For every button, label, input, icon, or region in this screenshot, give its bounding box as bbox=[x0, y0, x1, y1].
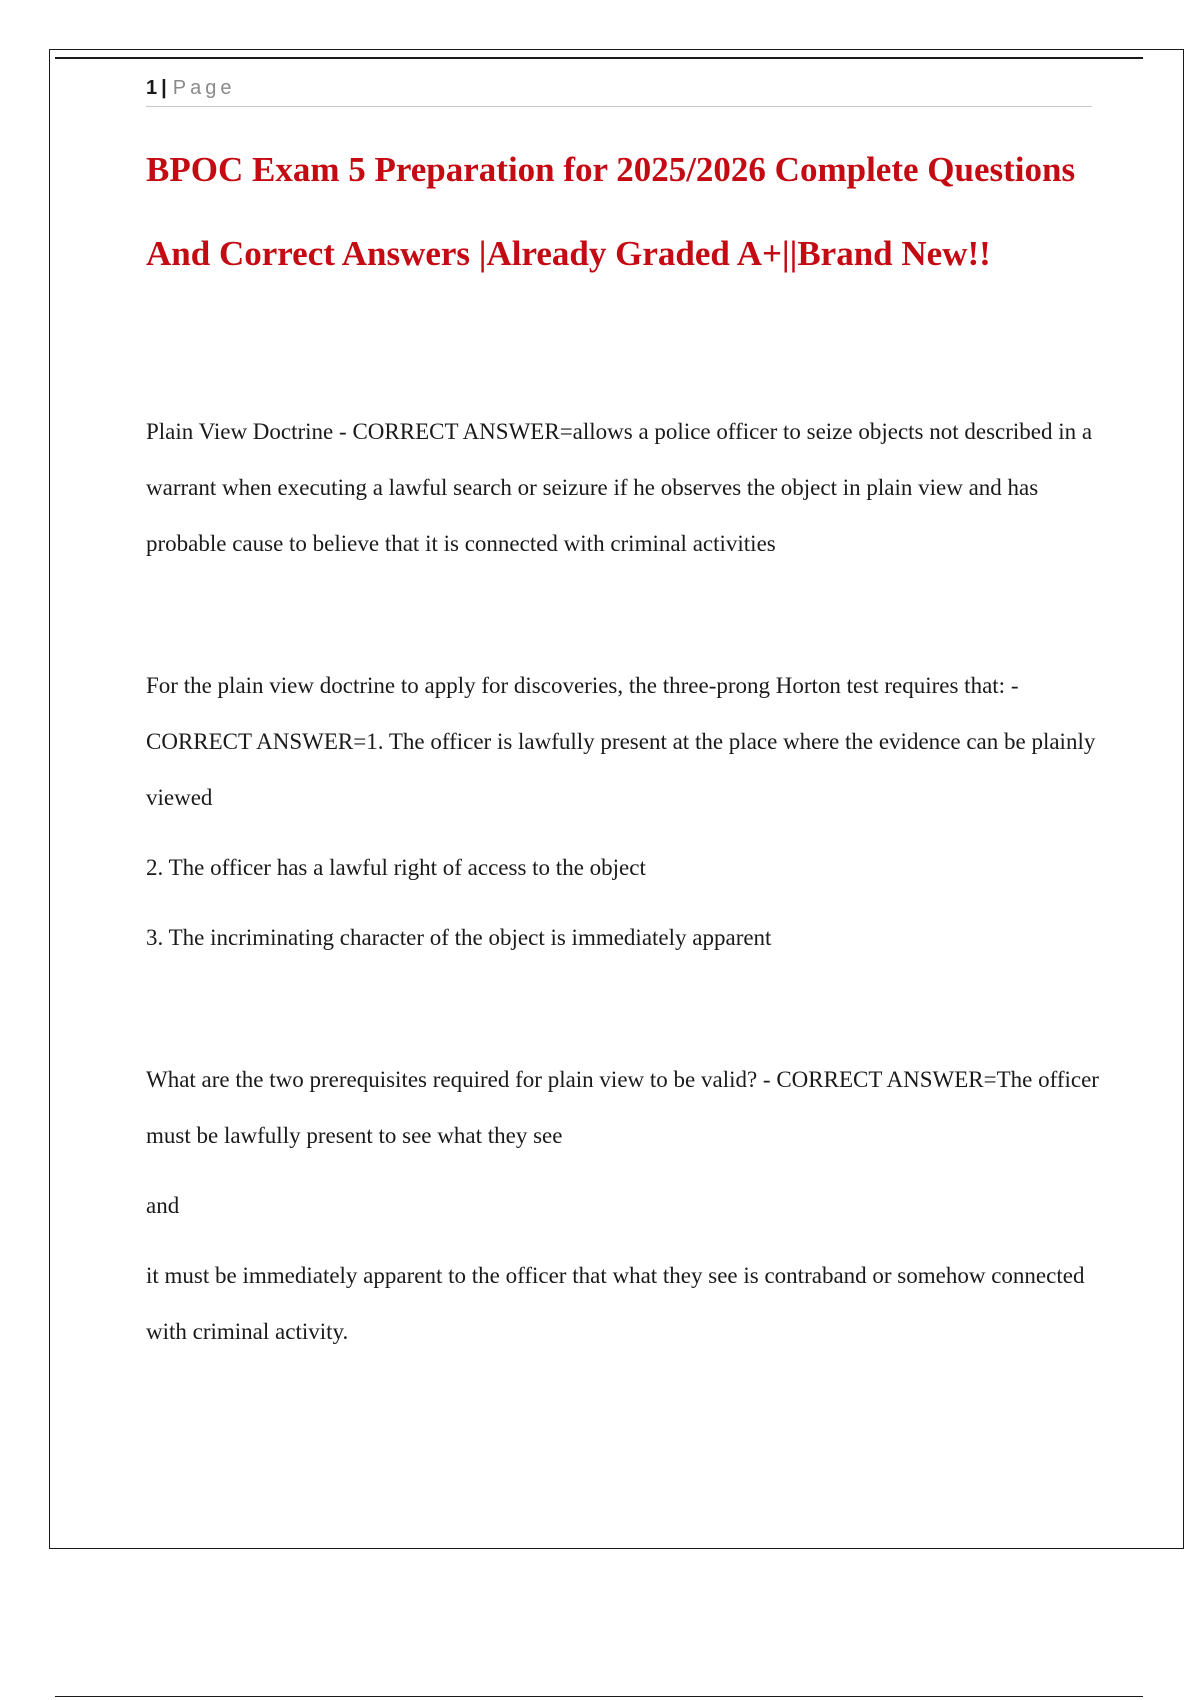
answer-separator: = bbox=[353, 729, 367, 754]
answer-text: The officer must be lawfully present to see what they see bbox=[146, 1067, 1099, 1148]
document-body bbox=[146, 404, 1106, 1360]
answer-text: 1. The officer is lawfully present at the place where the evidence can be plainly viewed bbox=[146, 729, 1096, 810]
answer-line: 3. The incriminating character of the object is immediately apparent bbox=[146, 925, 772, 950]
qa-item bbox=[146, 658, 1106, 966]
answer-text: allows a police officer to seize objects not described in a warrant when executing a lawful search or seizure if he observes the object in plain view and has probable cause to believe that it is connected with criminal activities bbox=[146, 419, 1093, 556]
qa-paragraph bbox=[146, 404, 1106, 572]
top-rule bbox=[55, 57, 1143, 59]
question-text: What are the two prerequisites required for plain view to be valid? - bbox=[146, 1067, 777, 1092]
question-text: Plain View Doctrine - bbox=[146, 419, 353, 444]
qa-paragraph bbox=[146, 658, 1106, 826]
page-number: 1 bbox=[146, 77, 158, 99]
answer-separator: = bbox=[559, 419, 573, 444]
document-title: BPOC Exam 5 Preparation for 2025/2026 Complete Questions And Correct Answers |Already Graded A+||Brand New!! bbox=[146, 150, 1076, 273]
answer-label: CORRECT ANSWER bbox=[352, 419, 560, 444]
next-page-rule bbox=[55, 1696, 1143, 1697]
qa-item bbox=[146, 1052, 1106, 1360]
qa-item bbox=[146, 404, 1106, 572]
qa-paragraph bbox=[146, 1052, 1106, 1164]
answer-line: and bbox=[146, 1193, 180, 1218]
answer-line: it must be immediately apparent to the officer that what they see is contraband or somehow connected with criminal activity. bbox=[146, 1263, 1085, 1344]
page-label: Page bbox=[172, 77, 236, 99]
answer-line: 2. The officer has a lawful right of access to the object bbox=[146, 855, 646, 880]
question-text: For the plain view doctrine to apply for discoveries, the three-prong Horton test requires that: - bbox=[146, 673, 1019, 698]
page-separator: | bbox=[161, 77, 167, 99]
page-header bbox=[146, 72, 1092, 107]
answer-label: CORRECT ANSWER bbox=[146, 729, 354, 754]
answer-separator: = bbox=[983, 1067, 997, 1092]
answer-label: CORRECT ANSWER bbox=[776, 1067, 984, 1092]
